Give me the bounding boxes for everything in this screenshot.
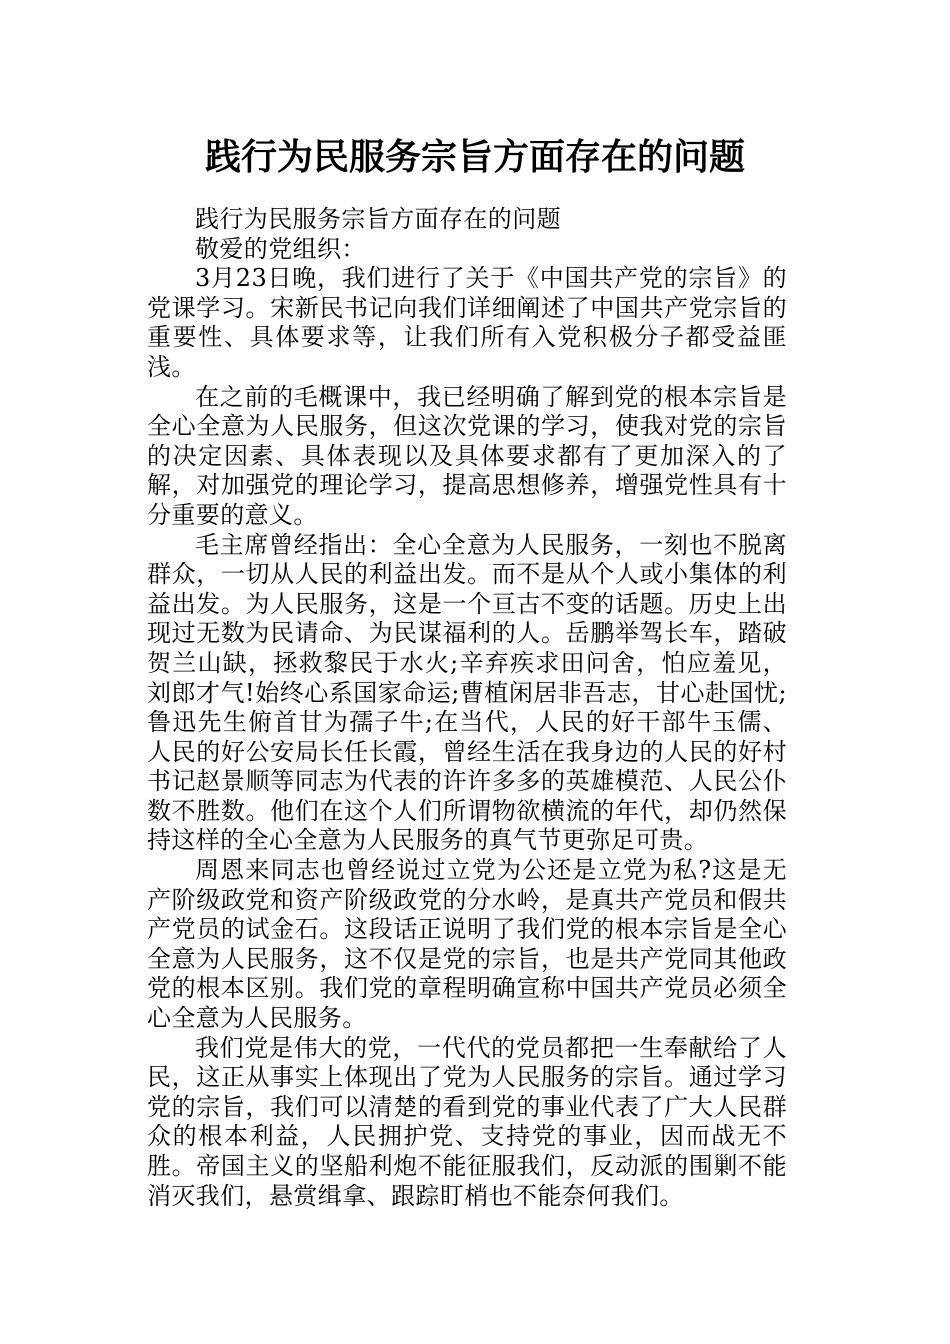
paragraph: 践行为民服务宗旨方面存在的问题 — [195, 205, 561, 233]
paragraph: 敬爱的党组织： — [195, 234, 366, 263]
paragraph: 我们党是伟大的党，一代代的党员都把一生奉献给了人民，这正从事实上体现出了党为人民服务的宗旨。通过学习党的宗旨，我们可以清楚的看到党的事业代表了广大人民群众的根本利益，人民拥护党、支持党的事业，因而战无不胜。帝国主义的坚船利炮不能征服我们，反动派的围剿不能消灭我们，悬赏缉拿、跟踪盯梢也不能奈何我们。 — [147, 1033, 787, 1210]
document-title: 践行为民服务宗旨方面存在的问题 — [204, 136, 745, 178]
paragraph: 3月23日晚，我们进行了关于《中国共产党的宗旨》的党课学习。宋新民书记向我们详细阐述了中国共产党宗旨的重要性、具体要求等，让我们所有入党积极分子都受益匪浅。 — [147, 264, 787, 381]
document-body — [147, 205, 787, 1211]
paragraph: 在之前的毛概课中，我已经明确了解到党的根本宗旨是全心全意为人民服务，但这次党课的学习，使我对党的宗旨的决定因素、具体表现以及具体要求都有了更加深入的了解，对加强党的理论学习，提高思想修养，增强党性具有十分重要的意义。 — [147, 382, 787, 529]
paragraph: 毛主席曾经指出：全心全意为人民服务，一刻也不脱离群众，一切从人民的利益出发。而不是从个人或小集体的利益出发。为人民服务，这是一个亘古不变的话题。历史上出现过无数为民请命、为民谋福利的人。岳鹏举驾长车，踏破贺兰山缺，拯救黎民于水火;辛弃疾求田问舍，怕应羞见，刘郎才气!始终心系国家命运;曹植闲居非吾志，甘心赴国忧;鲁迅先生俯首甘为孺子牛;在当代，人民的好干部牛玉儒、人民的好公安局长任长霞，曾经生活在我身边的人民的好村书记赵景顺等同志为代表的许许多多的英雄模范、人民公仆数不胜数。他们在这个人们所谓物欲横流的年代，却仍然保持这样的全心全意为人民服务的真气节更弥足可贵。 — [147, 530, 787, 855]
paragraph: 周恩来同志也曾经说过立党为公还是立党为私?这是无产阶级政党和资产阶级政党的分水岭，是真共产党员和假共产党员的试金石。这段话正说明了我们党的根本宗旨是全心全意为人民服务，这不仅是党的宗旨，也是共产党同其他政党的根本区别。我们党的章程明确宣称中国共产党员必须全心全意为人民服务。 — [147, 856, 787, 1033]
